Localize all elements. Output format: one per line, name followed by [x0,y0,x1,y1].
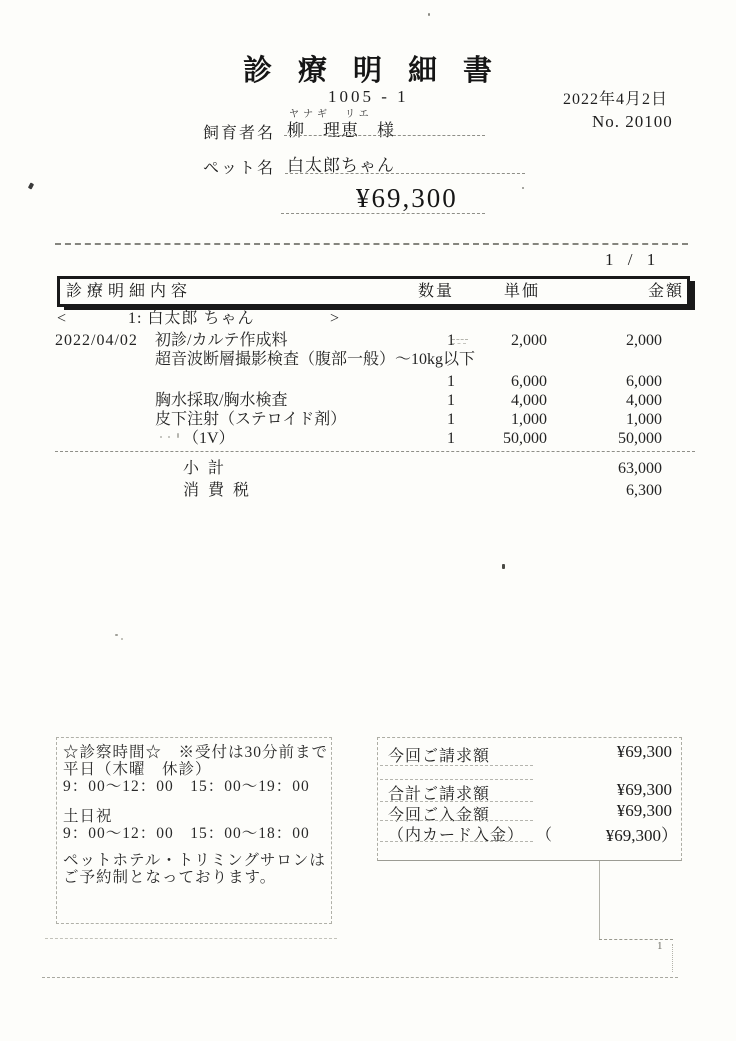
subtotal-label: 小計 [183,460,234,477]
item-amount: 1,000 [626,411,662,428]
page-indicator: 1 / 1 [605,250,661,269]
col-header-content: 診療明細内容 [66,283,193,300]
item-amount: 4,000 [626,392,662,409]
item-amount: 6,000 [626,373,662,390]
clinic-hours-line: 9：00～12：00 15：00～19：00 [63,778,310,795]
scan-artifact [452,343,466,344]
billing-rule [380,779,533,780]
scan-artifact [42,977,678,978]
billing-open-paren: （ [536,827,554,844]
item-qty: 1 [447,411,455,428]
scan-artifact [177,433,179,438]
billing-label: 合計ご請求額 [388,786,491,803]
row-date: 2022/04/02 [55,332,138,349]
doc-title: 診療明細書 [243,55,519,87]
item-unit-price: 1,000 [511,411,547,428]
item-amount: 2,000 [626,332,662,349]
page-mark: 1 [657,940,663,952]
item-name: 超音波断層撮影検査（腹部一般）～10kg以下 [155,351,476,368]
scan-artifact [502,564,505,569]
scan-artifact [452,339,468,340]
item-name: 皮下注射（ステロイド剤） [155,411,347,428]
grand-total-underline [281,213,485,214]
pet-name-underline [285,173,525,174]
pet-name: 白太郎ちゃん [287,156,395,175]
owner-name-underline [284,135,485,136]
group-marker-close: > [330,310,340,327]
scan-artifact [115,634,118,636]
item-qty: 1 [447,430,455,447]
tax-label: 消費税 [183,482,259,499]
item-qty: 1 [447,392,455,409]
item-name: 初診/カルテ作成料 [155,332,288,349]
col-header-unit-price: 単価 [504,283,541,300]
billing-value: ¥69,300 [616,801,672,820]
clinic-hours-line: 平日（木曜 休診） [63,761,212,778]
grand-total: ¥69,300 [356,183,458,213]
scan-artifact [28,182,34,189]
scan-artifact [160,436,162,438]
clinic-hours-line: 9：00～12：00 15：00～18：00 [63,825,310,842]
item-unit-price: 50,000 [503,430,547,447]
clinic-hours-line: ペットホテル・トリミングサロンは [63,852,326,869]
item-unit-price: 6,000 [511,373,547,390]
owner-label: 飼育者名 [203,125,276,142]
item-unit-price: 2,000 [511,332,547,349]
subtotal-value: 63,000 [618,460,662,477]
clinic-hours-line: ☆診察時間☆ ※受付は30分前まで [63,744,329,761]
billing-rule [380,841,533,842]
group-marker-open: < [57,310,67,327]
doc-number: 1005 - 1 [328,87,409,106]
billing-label: 今回ご入金額 [388,807,491,824]
scan-artifact [599,861,600,939]
issue-date: 2022年4月2日 [563,91,669,108]
col-header-qty: 数量 [418,283,455,300]
item-amount: 50,000 [618,430,662,447]
group-label: 1: 白太郎 ちゃん [128,310,255,327]
scan-artifact [522,187,524,189]
billing-value: ¥69,300） [605,826,678,845]
totals-separator-line [55,451,695,452]
billing-label: （内カード入金） [388,827,525,844]
item-unit-price: 4,000 [511,392,547,409]
item-qty: 1 [447,373,455,390]
item-qty: 1 [447,332,455,349]
billing-rule [380,765,533,766]
clinic-hours-line: 土日祝 [63,808,113,825]
scan-artifact [672,944,673,972]
billing-value: ¥69,300 [616,742,672,761]
billing-value: ¥69,300 [616,780,672,799]
pet-label: ペット名 [203,160,276,177]
owner-furigana: ヤナギ リエ [289,109,373,120]
tax-value: 6,300 [626,482,662,499]
scan-artifact [428,13,430,16]
billing-label: 今回ご請求額 [388,748,491,765]
billing-rule [380,820,533,821]
item-name: 胸水採取/胸水検査 [155,392,288,409]
table-header-box [57,276,690,307]
receipt-number: No. 20100 [592,112,673,131]
owner-name: 柳 理恵 様 [287,121,395,140]
scan-artifact [168,436,170,438]
section-separator-line [55,243,688,245]
scan-artifact [121,638,123,640]
scan-artifact [45,938,337,939]
col-header-amount: 金額 [647,283,684,300]
item-name: （1V） [183,430,235,447]
clinic-hours-line: ご予約制となっております。 [63,869,277,886]
